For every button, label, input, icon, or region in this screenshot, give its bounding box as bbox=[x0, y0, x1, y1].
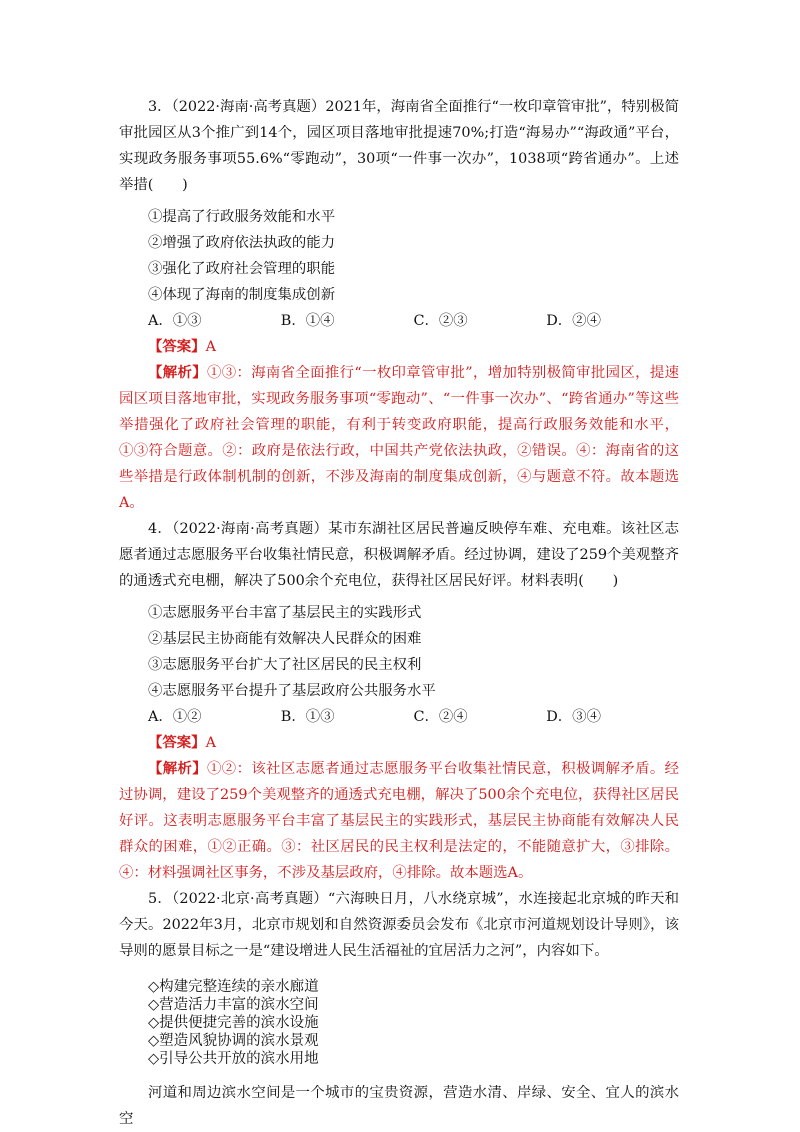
q3-answer-value: A bbox=[205, 339, 216, 355]
q3-option-1: ①提高了行政服务效能和水平 bbox=[148, 209, 336, 225]
q5-goal-item: ◇构建完整连续的亲水廊道 bbox=[148, 979, 319, 995]
q4-choices bbox=[119, 704, 679, 730]
q5-goal-item: ◇引导公共开放的滨水用地 bbox=[148, 1051, 319, 1067]
q3-choice-c: C．②③ bbox=[413, 313, 468, 329]
q3-answer bbox=[119, 334, 679, 360]
q4-option-2: ②基层民主协商能有效解决人民群众的困难 bbox=[148, 631, 422, 647]
q4-choice-d: D．③④ bbox=[546, 709, 601, 725]
q3-analysis-label: 【解析】 bbox=[148, 364, 207, 381]
q4-answer-label: 【答案】 bbox=[148, 734, 206, 751]
q4-stem: 4．（2022·海南·高考真题）某市东湖社区居民普遍反映停车难、充电难。该社区志愿者通过志愿服务平台收集社情民意，积极调解矛盾。经过协调，建设了259个美观整齐的通透式充电棚，解决了500余个充电位，获得社区居民好评。材料表明( ) bbox=[119, 521, 679, 589]
q4-choice-c: C．②④ bbox=[413, 709, 468, 725]
q3-analysis-text: ①③：海南省全面推行“一枚印章管审批”，增加特别极简审批园区，提速园区项目落地审批，实现政务服务事项“零跑动”、“一件事一次办”、“跨省通办”等这些举措强化了政府社会管理的职能，有利于转变政府职能，提高行政服务效能和水平，①③符合题意。②：政府是依法行政，中国共产党依法执政，②错误。④：海南省的这些举措是行政体制机制的创新，不涉及海南的制度集成创新，④与题意不符。故本题选A。 bbox=[119, 365, 679, 511]
q3-option-3: ③强化了政府社会管理的职能 bbox=[148, 261, 336, 277]
q4-option-4: ④志愿服务平台提升了基层政府公共服务水平 bbox=[148, 683, 436, 699]
q3-option-2: ②增强了政府依法执政的能力 bbox=[148, 235, 336, 251]
q5-trailing-text: 河道和周边滨水空间是一个城市的宝贵资源，营造水清、岸绿、安全、宜人的滨水空 bbox=[119, 1085, 679, 1127]
q3-choices bbox=[119, 308, 679, 334]
q3-choice-a: A．①③ bbox=[148, 313, 202, 329]
q5-goal-item: ◇营造活力丰富的滨水空间 bbox=[148, 997, 319, 1013]
content-column bbox=[119, 94, 679, 1132]
q3-choice-b: B．①④ bbox=[280, 313, 335, 329]
q4-analysis-text: ①②：该社区志愿者通过志愿服务平台收集社情民意，积极调解矛盾。经过协调，建设了259个美观整齐的通透式充电棚，解决了500余个充电位，获得社区居民好评。这表明志愿服务平台丰富了基层民主的实践形式，基层民主协商能有效解决人民群众的困难，①②正确。③：社区居民的民主权利是法定的，不能随意扩大，③排除。④：材料强调社区事务，不涉及基层政府，④排除。故本题选A。 bbox=[119, 761, 679, 881]
q4-analysis-label: 【解析】 bbox=[148, 760, 208, 777]
q4-option-1: ①志愿服务平台丰富了基层民主的实践形式 bbox=[148, 605, 422, 621]
q5-goal-item: ◇提供便捷完善的滨水设施 bbox=[148, 1015, 319, 1031]
q4-choice-b: B．①③ bbox=[280, 709, 335, 725]
q5-stem: 5．（2022·北京·高考真题）“六海映日月，八水绕京城”，水连接起北京城的昨天和今天。2022年3月，北京市规划和自然资源委员会发布《北京市河道规划设计导则》，该导则的愿景目标之一是“建设增进人民生活福祉的宜居活力之河”，内容如下。 bbox=[119, 891, 679, 959]
q3-choice-d: D．②④ bbox=[546, 313, 601, 329]
q5-goal-list bbox=[148, 978, 679, 1068]
q4-choice-a: A．①② bbox=[148, 709, 202, 725]
q3-stem: 3．（2022·海南·高考真题）2021年，海南省全面推行“一枚印章管审批”，特别极简审批园区从3个推广到14个，园区项目落地审批提速70%;打造“海易办”“海政通”平台，实现政务服务事项55.6%“零跑动”，30项“一件事一次办”，1038项“跨省通办”。上述举措( ) bbox=[119, 99, 679, 193]
q3-answer-label: 【答案】 bbox=[148, 338, 206, 355]
q4-option-3: ③志愿服务平台扩大了社区居民的民主权利 bbox=[148, 657, 422, 673]
q3-option-4: ④体现了海南的制度集成创新 bbox=[148, 287, 336, 303]
q4-answer-value: A bbox=[205, 735, 216, 751]
q5-goal-item: ◇塑造风貌协调的滨水景观 bbox=[148, 1033, 319, 1049]
q3-analysis bbox=[119, 360, 679, 516]
q4-answer bbox=[119, 730, 679, 756]
q4-analysis bbox=[119, 756, 679, 886]
